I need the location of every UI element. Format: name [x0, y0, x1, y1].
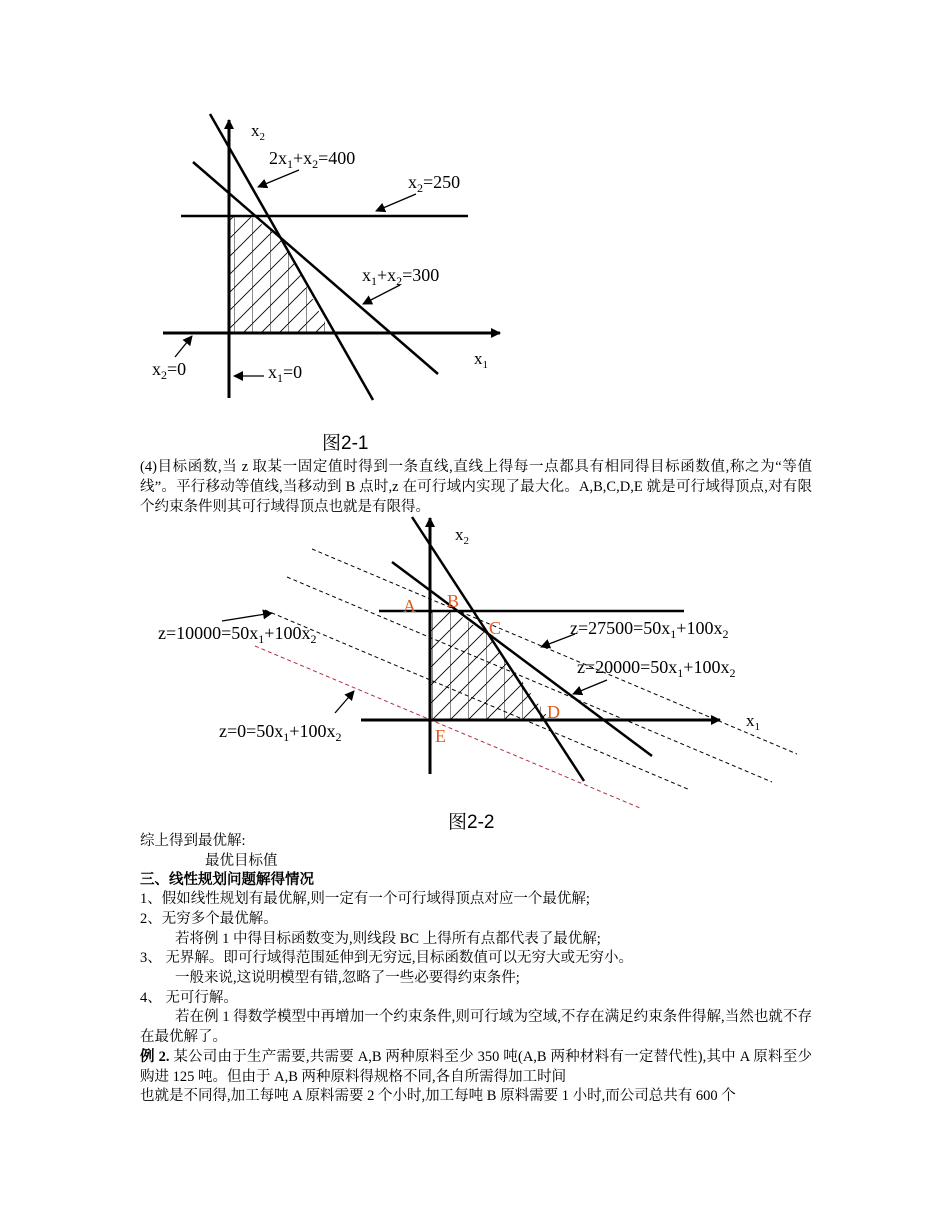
vertex-A: A [403, 596, 416, 616]
y-axis-label: $x_2$ [251, 121, 265, 143]
example-label: 例 2. [140, 1049, 170, 1065]
iso-line-z27500 [312, 549, 797, 754]
section-heading: 三、线性规划问题解得情况 [140, 872, 314, 888]
list-item-2-detail: 若将例 1 中得目标函数变为,则线段 BC 上得所有点都代表了最优解; [175, 931, 601, 947]
label-2x1-x2-400: $2x_1+x_2=400$ [269, 148, 356, 171]
list-item-1: 1、假如线性规划有最优解,则一定有一个可行域得顶点对应一个最优解; [140, 891, 590, 907]
example-2-paragraph [140, 1047, 812, 1087]
pointer-arrow [258, 170, 299, 187]
example-text: 某公司由于生产需要,共需要 A,B 两种原料至少 350 吨(A,B 两种材料有一定替代性),其中 A 原料至少购进 125 吨。但由于 A,B 两种原料得规格不同,各自所需得加工时间 [140, 1049, 812, 1085]
figure-2-1 [152, 114, 500, 400]
pointer-arrow [573, 680, 607, 694]
pointer-arrow [363, 285, 400, 304]
figure-caption-2-1: 图2-1 [322, 433, 369, 454]
y-axis-label: $x_2$ [455, 525, 469, 547]
pointer-arrow [335, 691, 354, 713]
label-x1-0: $x_1=0$ [268, 362, 303, 385]
list-item-4-detail: 若在例 1 得数学模型中再增加一个约束条件,则可行域为空域,不存在满足约束条件得解,当然也就不存在最优解了。 [140, 1009, 812, 1045]
label-z20000: $z=20000=50x_1+100x_2$ [577, 657, 736, 680]
list-item-3-detail: 一般来说,这说明模型有错,忽略了一些必要得约束条件; [175, 970, 520, 986]
label-x2-250: $x_2=250$ [408, 172, 461, 195]
list-item-2: 2、无穷多个最优解。 [140, 911, 278, 927]
label-x2-0: $x_2=0$ [152, 359, 187, 382]
last-line: 也就是不同得,加工每吨 A 原料需要 2 个小时,加工每吨 B 原料需要 1 小时,而公司总共有 600 个 [140, 1088, 736, 1104]
vertex-C: C [489, 618, 502, 638]
text-optimal-solution: 综上得到最优解: [140, 833, 246, 849]
list-item-4: 4、 无可行解。 [140, 990, 238, 1006]
pointer-arrow [222, 613, 272, 621]
vertex-B: B [447, 591, 460, 611]
paragraph-isovalue: (4)目标函数,当 z 取某一固定值时得到一条直线,直线上得每一点都具有相同得目标函数值,称之为“等值线”。平行移动等值线,当移动到 B 点时,z 在可行域内实现了最大化。A,B,C,D,E 就是可行域得顶点,对有限个约束条件则其可行域得顶点也就是有限得。 [140, 459, 812, 515]
vertex-D: D [547, 702, 560, 722]
label-x1-x2-300: $x_1+x_2=300$ [362, 265, 440, 288]
label-z27500: $z=27500=50x_1+100x_2$ [570, 618, 729, 641]
pointer-arrow [376, 194, 416, 211]
text-optimal-value: 最优目标值 [205, 853, 278, 869]
x-axis-label: $x_1$ [474, 349, 488, 371]
vertex-E: E [435, 726, 446, 746]
figure-2-2 [158, 517, 797, 808]
label-z10000: $z=10000=50x_1+100x_2$ [158, 623, 317, 646]
pointer-arrow [175, 336, 192, 357]
list-item-3: 3、 无界解。即可行域得范围延伸到无穷远,目标函数值可以无穷大或无穷小。 [140, 950, 633, 966]
iso-line-z20000 [287, 577, 772, 782]
x-axis-label: $x_1$ [746, 711, 760, 733]
label-z0: $z=0=50x_1+100x_2$ [219, 721, 342, 744]
figure-caption-2-2: 图2-2 [448, 812, 495, 833]
